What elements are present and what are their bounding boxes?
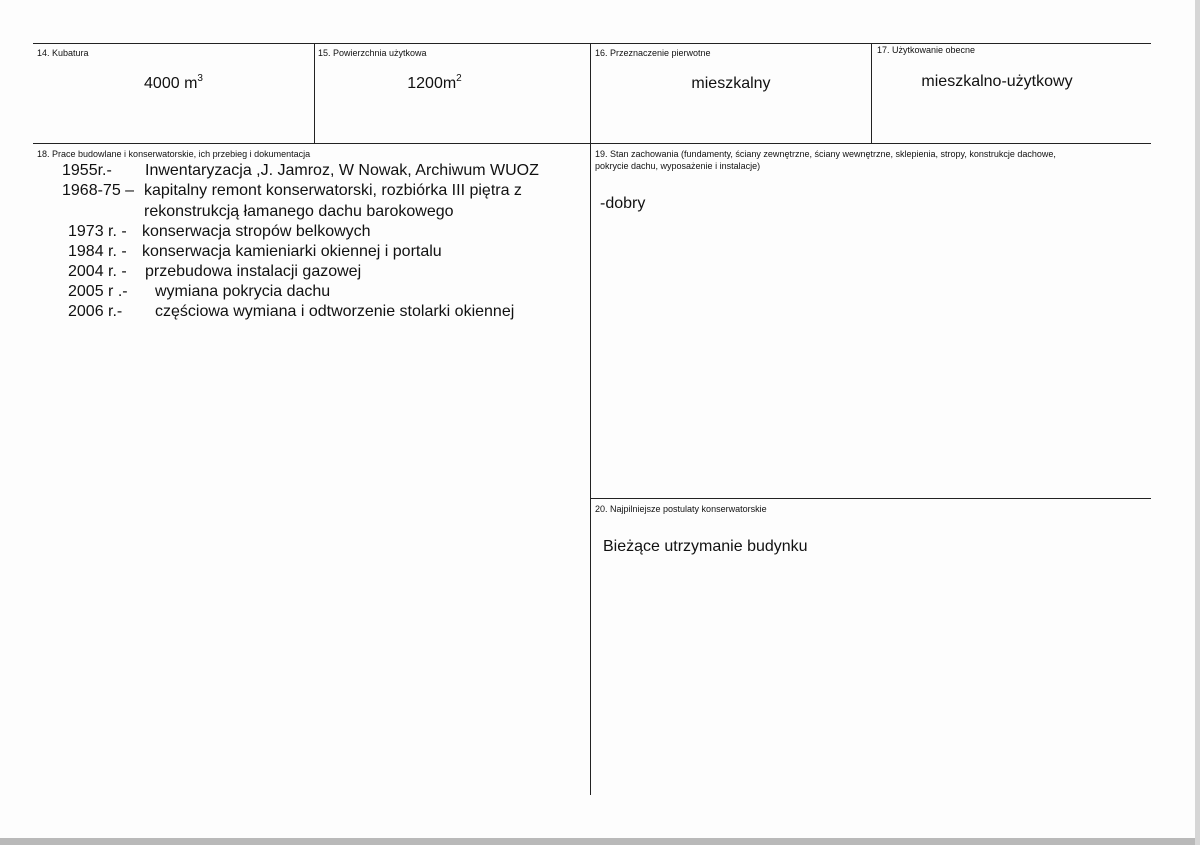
entry-text: rekonstrukcją łamanego dachu barokowego [144,203,454,220]
entry-date: 2005 r .- [68,283,128,300]
entry-date: 1968-75 – [62,182,135,199]
entry-date: 2006 r.- [68,303,123,320]
entry-date: 2004 r. - [68,263,127,280]
field-value: -dobry [600,195,646,212]
field-label: 20. Najpilniejsze postulaty konserwatorskie [595,504,767,514]
entry-text: konserwacja kamieniarki okiennej i portalu [142,243,442,260]
field-label: 19. Stan zachowania (fundamenty, ściany zewnętrzne, ściany wewnętrzne, sklepienia, stropy, konstrukcje dachowe, pokrycie dachu, wyposażenie i instalacje) [595,149,1056,171]
top-border [33,43,1151,44]
value-number: 1200m [407,75,457,92]
section-divider-19-20 [590,498,1151,499]
value-exponent: 3 [197,73,203,84]
field-label: 17. Użytkowanie obecne [877,45,976,55]
entry-text: konserwacja stropów belkowych [142,223,371,240]
field-value [37,75,310,93]
value-number: 4000 m [144,75,198,92]
entry-text: kapitalny remont konserwatorski, rozbiórka III piętra z [144,182,522,199]
entry-date: 1984 r. - [68,243,127,260]
entry-text: częściowa wymiana i odtworzenie stolarki okiennej [155,303,515,320]
row-divider-1 [33,143,1151,144]
field-value: mieszkalno-użytkowy [921,73,1073,90]
entry-date: 1955r.- [62,162,112,179]
scan-edge-right [1195,0,1200,845]
field-value [298,75,571,93]
field-label: 18. Prace budowlane i konserwatorskie, ich przebieg i dokumentacja [37,149,311,159]
divider-16-17 [871,43,872,143]
entry-text: wymiana pokrycia dachu [155,283,331,300]
field-label: 14. Kubatura [37,48,89,58]
field-label: 16. Przeznaczenie pierwotne [595,48,711,58]
divider-14-15 [314,43,315,143]
center-divider [590,43,591,795]
entry-text: przebudowa instalacji gazowej [145,263,362,280]
value-exponent: 2 [456,73,462,84]
field-value: mieszkalny [691,75,771,92]
field-label: 15. Powierzchnia użytkowa [318,48,427,58]
entry-text: Inwentaryzacja ,J. Jamroz, W Nowak, Archiwum WUOZ [145,162,539,179]
scan-edge-bottom [0,838,1200,845]
entry-date: 1973 r. - [68,223,127,240]
field-value: Bieżące utrzymanie budynku [603,538,808,555]
